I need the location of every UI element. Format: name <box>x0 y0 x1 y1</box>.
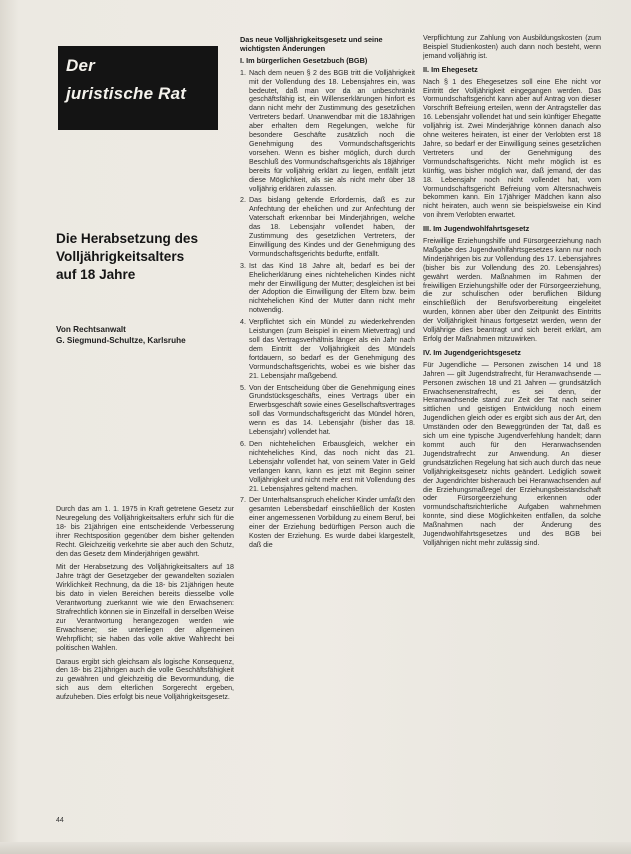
subsection-heading: IV. Im Jugendgerichtsgesetz <box>423 347 521 357</box>
paragraph: Für Jugendliche — Personen zwischen 14 und 18 Jahren — gilt Jugendstrafrecht, für Heranwachsende — Personen zwischen 18 und 21 Jahren — grundsätzlich Erwachsenenstrafrecht, es sei denn, der Heranwachsende stand zur Zeit der Tat nach seiner sittlichen und geistigen Entwicklung noch einem Jugendlichen gleich oder es ergibt sich aus der Art, den Umständen oder den Beweggründen der Tat, daß es sich um eine typische Jugendverfehlung handelt; dann kommt auch für den Heranwachsenden Jugendstrafrecht zur Anwendung. An dieser grundsätzlichen Regelung hat sich auch durch das neue Volljährigkeitsgesetz nichts geändert. Lediglich soweit der Jugendrichter bisherauch bei Heranwachsenden auf die Erziehungsmaßregel der Erziehungsbeistandschaft oder Fürsorgeerziehung erkennen oder vormundschaftsrichterliche Aufgaben wahrnehmen konnte, sind diese Möglichkeiten entfallen, da solche Maßnahmen nach der Änderung des Jugendwohlfahrtsgesetzes und des BGB bei Volljährigen nicht mehr zulässig sind. <box>423 360 601 547</box>
section-heading: Das neue Volljährigkeitsgesetz und seine wichtigsten Änderungen <box>240 35 383 53</box>
list-item <box>240 440 415 493</box>
paragraph: Daraus ergibt sich gleichsam als logische Konsequenz, den 18- bis 21jährigen auch die volle Geschäftsfähigkeit zu gewähren und gleichzeitig die Bevormundung, die sich aus dem elterlichen Sorgerecht ergeben, aufzuheben. Dies erfolgt bis neue Volljährigkeitsgesetz. <box>56 657 234 702</box>
page-bottom-edge <box>0 842 631 854</box>
text-column-1 <box>56 505 234 825</box>
list-number: 3. <box>240 261 246 270</box>
title-line-1: Die Herabsetzung des <box>56 231 199 246</box>
list-number: 4. <box>240 318 246 327</box>
list-text: Der Unterhaltsanspruch ehelicher Kinder umfaßt den gesamten Lebensbedarf einschließlich der Kosten einer angemessenen Vorbildung zu einem Beruf, bei einer der Erziehung bedürftigen Person auch die Kosten der Erziehung. Es wurde dabei klargestellt, daß die <box>249 496 415 549</box>
list-item <box>240 262 415 315</box>
paragraph: Durch das am 1. 1. 1975 in Kraft getretene Gesetz zur Neuregelung des Volljährigkeitsalters erfuhr sich für die 18- bis 21jährigen eine entscheidende Verbesserung ihrer Rechtsposition gegenüber dem bisher geltenden Recht. Gleichzeitig verkehrte sie aber auch den Schutz, den das Gesetz dem Minderjährigen gewährt. <box>56 505 234 558</box>
list-item <box>240 318 415 380</box>
subsection-heading: II. Im Ehegesetz <box>423 64 478 74</box>
subsection-heading: III. Im Jugendwohlfahrtsgesetz <box>423 224 530 234</box>
author-line-2: G. Siegmund-Schultze, Karlsruhe <box>56 336 186 345</box>
title-line-2: Volljährigkeitsalters <box>56 249 185 264</box>
list-number: 5. <box>240 383 246 392</box>
list-number: 1. <box>240 68 246 77</box>
list-item <box>240 384 415 437</box>
list-text: Nach dem neuen § 2 des BGB tritt die Volljährigkeit mit der Vollendung des 18. Lebensjahres ein, was bedeutet, daß man vor da an unbeschränkt geschäftsfähig ist, ein Willenserklärungen hinfort es dann nicht mehr der Zustimmung des gesetzlichen Vertreters bedarf. Unanwendbar mit die 18Jährigen aber erhalten dem Regelungen, welche für besondere Geschäfte zusätzlich noch die Genehmigung des Vormundschaftsgerichts vorsehen. Wenn es bisher möglich, durch durch Beschluß des Vormundschaftsgerichts als 18jähriger bereits für volljährig erklärt zu liegen, entfällt jetzt diese Möglichkeit, als sie als nicht mehr über 18 volljährig erklären zulassen. <box>249 68 415 193</box>
list-number: 6. <box>240 439 246 448</box>
text-column-2 <box>240 34 415 824</box>
page-number: 44 <box>56 817 64 824</box>
title-line-3: auf 18 Jahre <box>56 267 136 282</box>
paragraph: Nach § 1 des Ehegesetzes soll eine Ehe nicht vor Eintritt der Volljährigkeit eingegangen werden. Das Vormundschaftsgericht kann aber auf Antrag von dieser Vorschrift Befreiung erteilen, wenn der Antragsteller das 16. Lebensjahr vollendet hat und sein künftiger Ehegatte volljährig ist. Zwei Minderjährige können danach also ohne weiteres heiraten, ist einer der Verlobten erst 18 Jahre, so bedarf er der Einwilligung seines gesetzlichen Vertreters und der Genehmigung des Vormundschaftsgerichts. Nicht mehr möglich ist es künftig, was bisher möglich war, daß jemand, der das 18. Lebensjahr noch nicht vollendet hat, vom Vormundschaftsgericht Befreiung vom Altersnachweis bekommen kann. Ein 17jähriger Mädchen kann also nicht heiraten, auch wenn sie beispielsweise ein Kind von ihrem Verlobten erwartet. <box>423 77 601 220</box>
list-text: Den nichtehelichen Erbausgleich, welcher ein nichteheliches Kind, das noch nicht das 21. Lebensjahr vollendet hat, von seinem Vater in Geld verlangen kann, kann es jetzt mit Beginn seiner Volljährigkeit und nicht mehr erst mit Vollendung des 21. Lebensjahres geltend machen. <box>249 439 415 493</box>
subsection-heading: I. Im bürgerlichen Gesetzbuch (BGB) <box>240 55 368 65</box>
section-banner <box>58 46 218 130</box>
text-column-3 <box>423 34 601 824</box>
list-item <box>240 69 415 194</box>
list-number: 7. <box>240 496 246 505</box>
list-text: Das bislang geltende Erfordernis, daß es zur Anfechtung der ehelichen und zur Anfechtung der Vaterschaft erkennbar bei Minderjährigen, welche das 18. Lebensjahr vollendet haben, der Zustimmung des gesetzlichen Vertreters, der Einwilligung des Kindes und der Genehmigung des Vormundschaftsgerichts bedurfte, entfällt. <box>249 196 415 258</box>
list-text: Von der Entscheidung über die Genehmigung eines Grundstücksgeschäfts, eines Vertrags über ein Erwerbsgeschäft sowie eines Gesellschaftsvertrages soll das Vormundschaftsgericht das Mündel hören, wenn es das 14. Lebensjahr (bisher das 18. Lebensjahr) vollendet hat. <box>249 383 415 437</box>
list-text: Ist das Kind 18 Jahre alt, bedarf es bei der Ehelicherklärung eines nichtehelichen Kindes nicht mehr der Einwilligung der Mutter; desgleichen ist bei der Adoption die Einwilligung der Eltern bzw. beim nichtehelichen Kind der Mutter dann nicht mehr notwendig. <box>249 261 415 315</box>
list-text: Verpflichtet sich ein Mündel zu wiederkehrenden Leistungen (zum Beispiel in einem Mietvertrag) und soll das Vertragsverhältnis länger als ein Jahr nach dem Eintritt der Volljährigkeit des Mündels fortdauern, so bedarf es der Genehmigung des Vormundschaftsgerichts, wobei es wie bisher das 21. Lebensjahr maßgebend. <box>249 318 415 380</box>
paragraph: Verpflichtung zur Zahlung von Ausbildungskosten (zum Beispiel Studienkosten) auch dann noch besteht, wenn jemand volljährig ist. <box>423 34 601 60</box>
banner-line-2: juristische Rat <box>66 84 187 103</box>
author-line-1: Von Rechtsanwalt <box>56 325 126 334</box>
paragraph: Freiwillige Erziehungshilfe und Fürsorgeerziehung nach Maßgabe des Jugendwohlfahrtsgesetzes kann nur noch Minderjährigen bis zur Vollendung des 17. Lebensjahres (bisher bis zur Vollendung des 20. Lebensjahres) gewährt werden. Maßnahmen im Rahmen der freiwilligen Erziehungshilfe oder der Fürsorgeerziehung, die zur schulischen oder beruflichen Bildung einschließlich der Berufsvorbereitung eingeleitet wurden, können aber über den Zeitpunkt des Eintritts der Volljährigkeit hinaus fortgesetzt werden, wenn der Volljährige dies beantragt und sich bereit erklärt, am Erfolg der Maßnahmen mitzuwirken. <box>423 237 601 343</box>
list-number: 2. <box>240 196 246 205</box>
banner-line-1: Der <box>66 56 95 75</box>
paragraph: Mit der Herabsetzung des Volljährigkeitsalters auf 18 Jahre trägt der Gesetzgeber der gewandelten sozialen Wirklichkeit Rechnung, da die 18- bis 21jährigen heute bis dato in vielen Bereichen bereits diesselbe volle Verantwortung zuerkannt wie wie den Erwachsenen: Strafrechtlich können sie in Einzelfall in derselben Weise zur Verantwortung herangezogen werden wie Erwachsene; sie unterliegen der allgemeinen Wehrpflicht; sie haben das volle aktive Wahlrecht bei politischen Wahlen. <box>56 563 234 652</box>
article-title <box>56 230 231 284</box>
author-byline <box>56 324 236 346</box>
list-item <box>240 196 415 258</box>
list-item <box>240 496 415 549</box>
